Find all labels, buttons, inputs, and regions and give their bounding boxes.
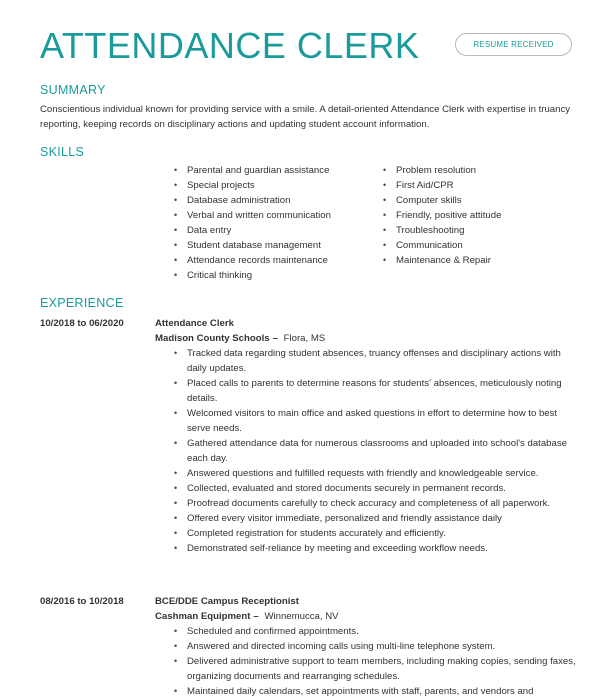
- skill-item: • Critical thinking: [171, 268, 371, 283]
- job-employer: [155, 333, 325, 344]
- job-bullet: • Tracked data regarding student absences, truancy offenses and disciplinary actions with daily updates.: [171, 346, 581, 376]
- job-bullet: • Answered and directed incoming calls using multi-line telephone system.: [171, 639, 581, 654]
- job-bullet: • Delivered administrative support to team members, including making copies, sending faxes, organizing documents and rearranging schedules.: [171, 654, 581, 684]
- summary-heading: SUMMARY: [40, 83, 106, 97]
- job-bullet-list: [171, 624, 581, 699]
- skill-item: • Special projects: [171, 178, 371, 193]
- skill-item: • First Aid/CPR: [380, 178, 580, 193]
- job-bullet: • Answered questions and fulfilled requests with friendly and knowledgeable service.: [171, 466, 581, 481]
- job-bullet: • Maintained daily calendars, set appointments with staff, parents, and vendors and: [171, 684, 581, 699]
- skill-item: • Computer skills: [380, 193, 580, 208]
- skills-heading: SKILLS: [40, 145, 85, 159]
- company-name: Cashman Equipment: [155, 611, 251, 622]
- job-dates: 08/2016 to 10/2018: [40, 596, 124, 607]
- resume-received-badge: RESUME RECEIVED: [455, 33, 572, 56]
- skill-item: • Maintenance & Repair: [380, 253, 580, 268]
- job-bullet: • Offered every visitor immediate, personalized and friendly assistance daily: [171, 511, 581, 526]
- skill-item: • Data entry: [171, 223, 371, 238]
- job-bullet: • Welcomed visitors to main office and asked questions in effort to determine how to best serve needs.: [171, 406, 581, 436]
- job-bullet: • Placed calls to parents to determine reasons for students' absences, meticulously noting details.: [171, 376, 581, 406]
- skills-list-left: [171, 163, 371, 283]
- job-bullet: • Demonstrated self-reliance by meeting and exceeding workflow needs.: [171, 541, 581, 556]
- company-separator: –: [272, 333, 278, 344]
- job-location: Winnemucca, NV: [264, 611, 339, 622]
- job-bullet: • Scheduled and confirmed appointments.: [171, 624, 581, 639]
- job-title: BCE/DDE Campus Receptionist: [155, 596, 299, 607]
- company-separator: –: [253, 611, 259, 622]
- skill-item: • Friendly, positive attitude: [380, 208, 580, 223]
- job-bullet-list: [171, 346, 581, 556]
- job-title: Attendance Clerk: [155, 318, 234, 329]
- skill-item: • Database administration: [171, 193, 371, 208]
- job-bullet: • Completed registration for students accurately and efficiently.: [171, 526, 581, 541]
- job-employer: [155, 611, 339, 622]
- candidate-title: ATTENDANCE CLERK: [40, 25, 420, 66]
- summary-text: Conscientious individual known for providing service with a smile. A detail-oriented Attendance Clerk with expertise in truancy reporting, keeping records on disciplinary actions and updating student account information.: [40, 104, 571, 130]
- job-bullet: • Proofread documents carefully to check accuracy and completeness of all paperwork.: [171, 496, 581, 511]
- skill-item: • Troubleshooting: [380, 223, 580, 238]
- skill-item: • Student database management: [171, 238, 371, 253]
- skill-item: • Problem resolution: [380, 163, 580, 178]
- skill-item: • Verbal and written communication: [171, 208, 371, 223]
- job-bullet: • Collected, evaluated and stored documents securely in permanent records.: [171, 481, 581, 496]
- skill-item: • Parental and guardian assistance: [171, 163, 371, 178]
- company-name: Madison County Schools: [155, 333, 270, 344]
- job-location: Flora, MS: [283, 333, 326, 344]
- skill-item: • Communication: [380, 238, 580, 253]
- skill-item: • Attendance records maintenance: [171, 253, 371, 268]
- experience-heading: EXPERIENCE: [40, 296, 124, 310]
- job-dates: 10/2018 to 06/2020: [40, 318, 124, 329]
- skills-list-right: [380, 163, 580, 268]
- job-bullet: • Gathered attendance data for numerous classrooms and uploaded into school's database each day.: [171, 436, 581, 466]
